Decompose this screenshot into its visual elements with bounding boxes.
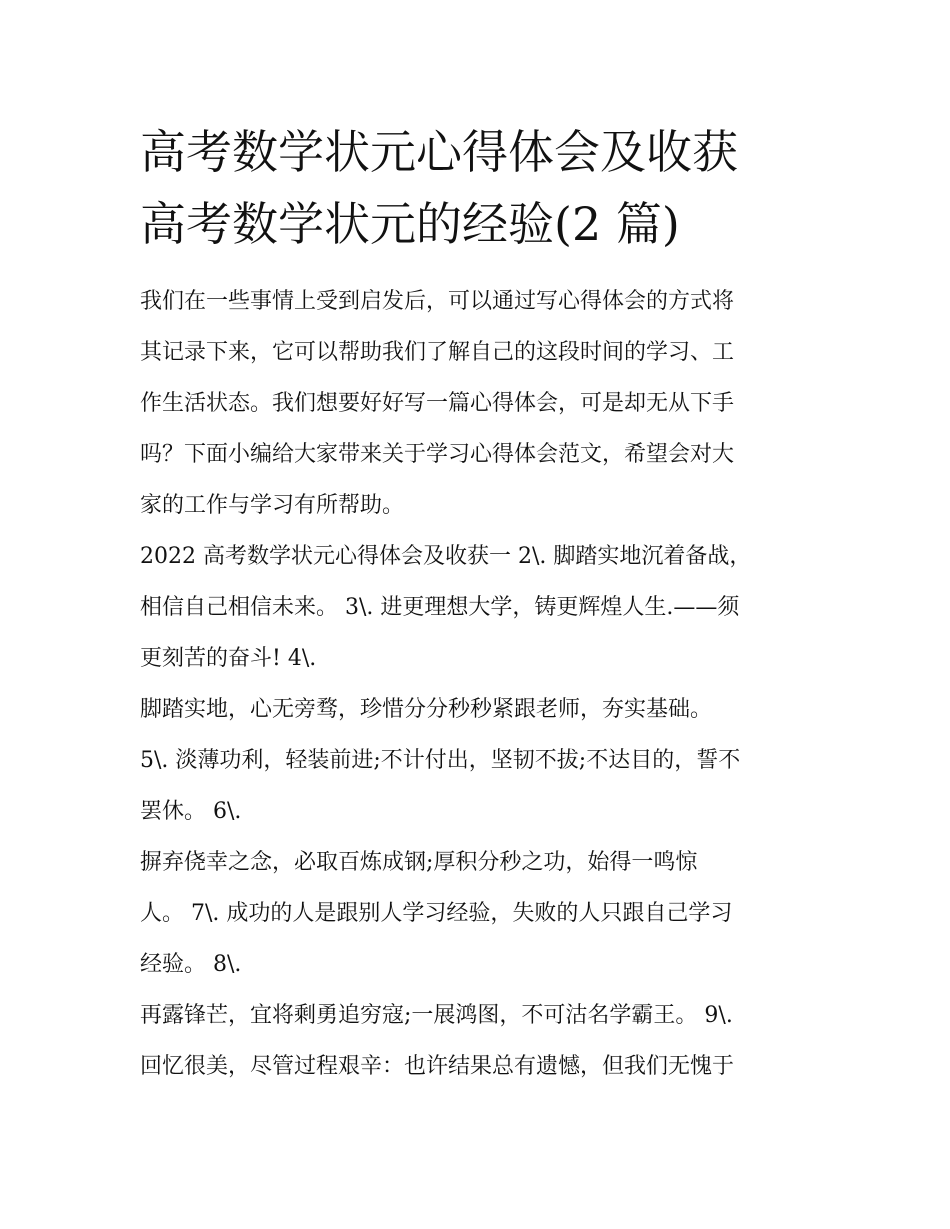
body-line: 相信自己相信未来。 3\. 进更理想大学，铸更辉煌人生.——须 — [140, 595, 740, 620]
body-line: 我们在一些事情上受到启发后，可以通过写心得体会的方式将 — [140, 289, 735, 314]
title-line: 高考数学状元心得体会及收获 — [140, 125, 738, 179]
body-line: 摒弃侥幸之念，必取百炼成钢;厚积分秒之功，始得一鸣惊 — [140, 850, 698, 875]
document-body — [140, 276, 820, 1092]
body-line: 2022 高考数学状元心得体会及收获一 2\. 脚踏实地沉着备战， — [140, 544, 752, 569]
title-line: 高考数学状元的经验(2 篇) — [140, 197, 680, 251]
body-line: 经验。 8\. — [140, 952, 242, 977]
document-title — [140, 116, 840, 260]
body-line: 更刻苦的奋斗! 4\. — [140, 646, 317, 671]
body-line: 回忆很美，尽管过程艰辛：也许结果总有遗憾，但我们无愧于 — [140, 1054, 735, 1079]
body-line: 其记录下来，它可以帮助我们了解自己的这段时间的学习、工 — [140, 340, 735, 365]
body-line: 再露锋芒，宜将剩勇追穷寇;一展鸿图，不可沽名学霸王。 9\. — [140, 1003, 733, 1028]
body-line: 人。 7\. 成功的人是跟别人学习经验，失败的人只跟自己学习 — [140, 901, 733, 926]
body-line: 罢休。 6\. — [140, 799, 242, 824]
body-line: 家的工作与学习有所帮助。 — [140, 493, 405, 518]
body-line: 脚踏实地，心无旁骛，珍惜分分秒秒紧跟老师，夯实基础。 — [140, 697, 713, 722]
body-line: 5\. 淡薄功利，轻装前进;不计付出，坚韧不拔;不达目的，誓不 — [140, 748, 741, 773]
body-line: 作生活状态。我们想要好好写一篇心得体会，可是却无从下手 — [140, 391, 735, 416]
body-line: 吗？下面小编给大家带来关于学习心得体会范文，希望会对大 — [140, 442, 735, 467]
